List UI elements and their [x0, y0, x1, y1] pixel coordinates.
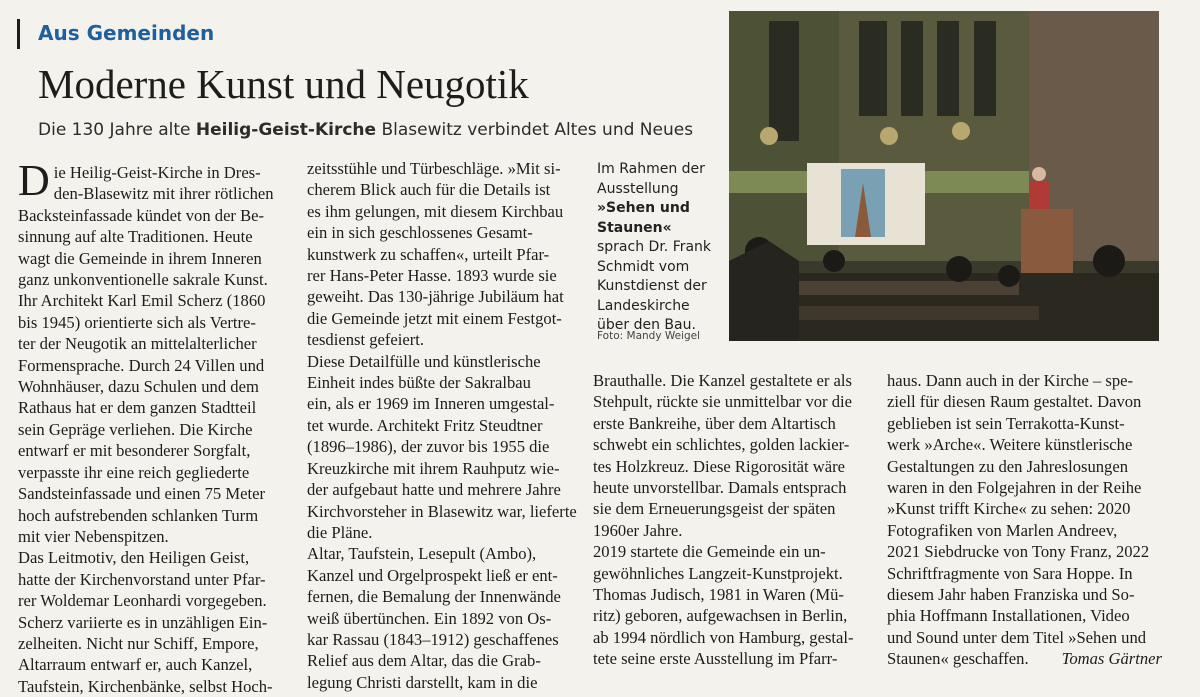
- text-line: schwebt ein schlichtes, golden lackier-: [593, 435, 850, 455]
- text-line: verpasste ihr eine reich gegliederte: [18, 462, 250, 482]
- text-line: Kirchvorsteher in Blasewitz war, lieferte: [307, 501, 577, 521]
- text-line: rer Hans-Peter Hasse. 1893 wurde sie: [307, 266, 557, 286]
- caption-line: Staunen«: [597, 219, 672, 236]
- article-column-1: [18, 156, 291, 697]
- text-line: Altarraum entwarf er, auch Kanzel,: [18, 655, 253, 675]
- text-line: ein in sich geschlossenes Gesamt-: [307, 223, 533, 243]
- church-interior-photo: [729, 11, 1159, 341]
- text-line: tet wurde. Architekt Fritz Steudtner: [307, 415, 543, 435]
- text-line: erste Bankreihe, über dem Altartisch: [593, 413, 836, 433]
- text-line: phia Hoffmann Installationen, Video: [887, 606, 1130, 626]
- text-line: 2021 Siebdrucke von Tony Franz, 2022: [887, 542, 1150, 562]
- photo-caption: [597, 160, 715, 336]
- text-line: sinnung auf alte Traditionen. Heute: [18, 227, 253, 247]
- last-line: [887, 648, 1162, 669]
- author-signature: Tomas Gärtner: [1061, 649, 1162, 669]
- caption-line: Ausstellung: [597, 180, 679, 197]
- text-line: Taufstein, Kirchenbänke, selbst Hoch-: [18, 676, 273, 696]
- text-line: entwarf er mit besonderer Sorgfalt,: [18, 441, 251, 461]
- caption-intro: [597, 160, 715, 199]
- drop-cap: D: [18, 156, 50, 205]
- text-line: weiß übertünchen. Ein 1892 von Os-: [307, 608, 552, 628]
- text-line: zeitsstühle und Türbeschläge. »Mit si-: [307, 159, 561, 178]
- text-line: (1896–1986), der zuvor bis 1955 die: [307, 437, 550, 457]
- caption-line: Kunstdienst der: [597, 278, 707, 294]
- text-line: sein Gepräge verliehen. Die Kirche: [18, 419, 253, 439]
- text-line: tesdienst gefeiert.: [307, 330, 425, 350]
- article-headline: Moderne Kunst und Neugotik: [38, 61, 529, 107]
- column-2-lines: [307, 158, 581, 693]
- text-line: die Pläne.: [307, 522, 373, 542]
- text-line: ganz unkonventionelle sakrale Kunst.: [18, 270, 268, 290]
- text-line: Brauthalle. Die Kanzel gestaltete er als: [593, 371, 852, 390]
- article-subline: [38, 120, 693, 140]
- text-line: mit vier Nebenspitzen.: [18, 526, 169, 546]
- text-line: bis 1945) orientierte sich als Vertre-: [18, 312, 256, 332]
- text-line: den-Blasewitz mit ihrer rötlichen: [53, 184, 274, 204]
- text-line: Relief aus dem Altar, das die Grab-: [307, 651, 541, 671]
- text-line: Kanzel und Orgelprospekt ließ er ent-: [307, 565, 558, 585]
- closing-text: Staunen« geschaffen.: [887, 649, 1029, 669]
- text-line: Thomas Judisch, 1981 in Waren (Mü-: [593, 585, 844, 605]
- caption-line: Landeskirche: [597, 297, 690, 314]
- text-line: hoch aufstrebenden schlanken Turm: [18, 505, 259, 525]
- text-line: ie Heilig-Geist-Kirche in Dres-: [53, 163, 261, 182]
- text-line: Backsteinfassade kündet von der Be-: [18, 205, 265, 225]
- text-line: hatte der Kirchenvorstand unter Pfar-: [18, 569, 266, 589]
- caption-exhibition-title: [597, 199, 715, 238]
- text-line: Stehpult, rückte sie unmittelbar vor die: [593, 392, 852, 412]
- text-line: diesem Jahr haben Franziska und So-: [887, 585, 1135, 605]
- text-line: Wohnhäuser, dazu Schulen und dem: [18, 377, 259, 397]
- column-3-lines: [593, 370, 870, 670]
- article-column-3: [593, 370, 870, 670]
- text-line: und Sound unter dem Titel »Sehen und: [887, 627, 1147, 647]
- text-line: haus. Dann auch in der Kirche – spe-: [887, 371, 1134, 390]
- article-column-4: [887, 370, 1162, 670]
- text-line: sie dem Erneuerungsgeist der späten: [593, 499, 836, 519]
- text-line: gewöhnliches Langzeit-Kunstprojekt.: [593, 563, 843, 583]
- text-line: es ihm gelungen, mit diesem Kirchbau: [307, 201, 564, 221]
- text-line: Das Leitmotiv, den Heiligen Geist,: [18, 548, 250, 568]
- text-line: Altar, Taufstein, Lesepult (Ambo),: [307, 544, 537, 564]
- text-line: geblieben ist sein Terrakotta-Kunst-: [887, 413, 1125, 433]
- caption-tail: [597, 238, 715, 336]
- text-line: heute unvorstellbar. Damals entsprach: [593, 478, 847, 498]
- text-line: tete seine erste Ausstellung im Pfarr-: [593, 649, 838, 669]
- rubric-bar: [17, 19, 20, 49]
- text-line: die Gemeinde jetzt mit einem Festgot-: [307, 308, 562, 328]
- text-line: ziell für diesen Raum gestaltet. Davon: [887, 392, 1142, 412]
- section-rubric: Aus Gemeinden: [38, 21, 215, 45]
- text-line: ter der Neugotik an mittelalterlicher: [18, 334, 257, 354]
- caption-line: über den Bau.: [597, 317, 696, 333]
- text-line: Fotografiken von Marlen Andreev,: [887, 520, 1118, 540]
- text-line: ritz) geboren, aufgewachsen in Berlin,: [593, 606, 848, 626]
- text-line: werk »Arche«. Weitere künstlerische: [887, 435, 1133, 455]
- text-line: kar Rassau (1843–1912) geschaffenes: [307, 629, 559, 649]
- text-line: Scherz variierte es in unzähligen Ein-: [18, 612, 268, 632]
- text-line: geweiht. Das 130-jährige Jubiläum hat: [307, 287, 564, 307]
- text-line: Einheit indes büßte der Sakralbau: [307, 373, 531, 393]
- text-line: Kreuzkirche mit ihrem Rauhputz wie-: [307, 458, 560, 478]
- article-column-2: [307, 158, 581, 693]
- caption-line: »Sehen und: [597, 200, 690, 216]
- text-line: Gestaltungen zu den Jahreslosungen: [887, 456, 1129, 476]
- text-line: ein, als er 1969 im Inneren umgestal-: [307, 394, 555, 414]
- subline-before: Die 130 Jahre alte: [38, 120, 196, 140]
- text-line: waren in den Folgejahren in der Reihe: [887, 478, 1142, 498]
- text-line: ab 1994 nördlich von Hamburg, gestal-: [593, 627, 854, 647]
- caption-line: Im Rahmen der: [597, 161, 705, 177]
- text-line: 2019 startete die Gemeinde ein un-: [593, 542, 826, 562]
- text-line: »Kunst trifft Kirche« zu sehen: 2020: [887, 499, 1131, 519]
- photo-credit: Foto: Mandy Weigel: [597, 330, 701, 342]
- text-line: cherem Blick auch für die Details ist: [307, 180, 551, 200]
- caption-line: Schmidt vom: [597, 258, 690, 275]
- subline-after: Blasewitz verbindet Altes und Neues: [376, 120, 694, 140]
- column-1-lines: [18, 156, 291, 697]
- text-line: wagt die Gemeinde in ihrem Inneren: [18, 248, 262, 268]
- text-line: legung Christi darstellt, kam in die: [307, 672, 538, 692]
- subline-church-name: Heilig-Geist-Kirche: [195, 120, 377, 140]
- text-line: Formensprache. Durch 24 Villen und: [18, 355, 265, 375]
- text-line: Rathaus hat er dem ganzen Stadtteil: [18, 398, 257, 418]
- text-line: kunstwerk zu schaffen«, urteilt Pfar-: [307, 244, 550, 264]
- caption-line: sprach Dr. Frank: [597, 239, 712, 255]
- text-line: der aufgebaut hatte und mehrere Jahre: [307, 480, 561, 500]
- text-line: rer Woldemar Leonhardi vorgegeben.: [18, 591, 267, 611]
- column-4-lines: [887, 370, 1162, 648]
- text-line: tes Holzkreuz. Diese Rigorosität wäre: [593, 456, 846, 476]
- text-line: fernen, die Bemalung der Innenwände: [307, 587, 561, 607]
- text-line: zelheiten. Nicht nur Schiff, Empore,: [18, 633, 259, 653]
- text-line: Diese Detailfülle und künstlerische: [307, 351, 541, 371]
- text-line: 1960er Jahre.: [593, 520, 683, 540]
- text-line: Schriftfragmente von Sara Hoppe. In: [887, 563, 1133, 583]
- text-line: Sandsteinfassade und einen 75 Meter: [18, 484, 265, 504]
- text-line: Ihr Architekt Karl Emil Scherz (1860: [18, 291, 266, 311]
